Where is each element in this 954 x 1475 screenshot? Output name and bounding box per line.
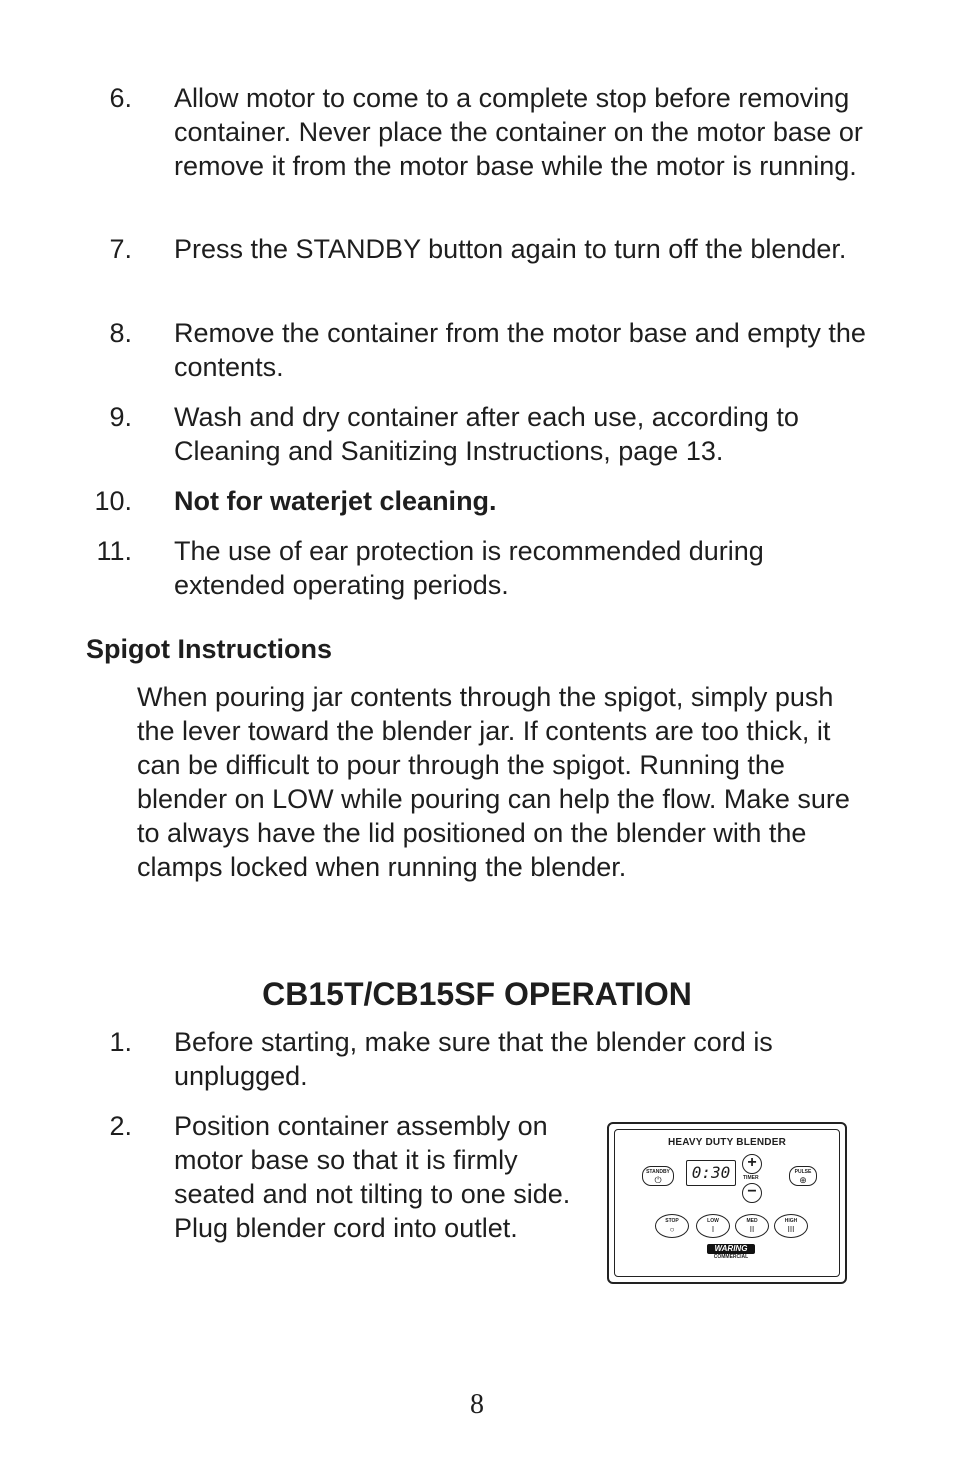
item-text: Not for waterjet cleaning. — [174, 486, 497, 516]
item-number: 6. — [109, 83, 132, 113]
control-panel-face — [614, 1129, 840, 1277]
brand-subtitle: COMMERCIAL — [713, 1254, 749, 1260]
item-text: Wash and dry container after each use, according to Cleaning and Sanitizing Instructions, page 13. — [174, 402, 799, 466]
med-button — [735, 1214, 769, 1238]
power-icon: ⏻ — [654, 1175, 662, 1185]
spigot-paragraph: When pouring jar contents through the spigot, simply push the lever toward the blender jar. If contents are too thick, it can be difficult to pour through the spigot. Running the blender on LOW while pouring can help the flow. Make sure to always have the lid positioned on the blender with the clamps locked when running the blender. — [137, 682, 850, 882]
item-text: The use of ear protection is recommended during extended operating periods. — [174, 536, 764, 600]
item-number: 9. — [109, 402, 132, 432]
panel-title: HEAVY DUTY BLENDER — [667, 1137, 787, 1148]
stop-button — [655, 1214, 689, 1238]
med-label: MED — [746, 1218, 758, 1224]
standby-button — [642, 1166, 674, 1186]
item-number: 7. — [109, 234, 132, 264]
high-label: HIGH — [784, 1218, 798, 1224]
item-text: Allow motor to come to a complete stop before removing container. Never place the container on the motor base or remove it from the motor base while the motor is running. — [174, 83, 863, 181]
minus-icon: − — [742, 1183, 762, 1203]
page-number: 8 — [470, 1389, 484, 1420]
pulse-label: PULSE — [794, 1169, 812, 1175]
item-text: Position container assembly on motor base so that it is firmly seated and not tilting to one side. Plug blender cord into outlet. — [174, 1111, 571, 1243]
pulse-button — [789, 1166, 817, 1186]
low-button — [696, 1214, 730, 1238]
timer-display: 0:30 — [686, 1160, 736, 1186]
waring-logo — [707, 1244, 755, 1261]
low-label: LOW — [707, 1218, 719, 1224]
section-title: CB15T/CB15SF OPERATION — [262, 976, 692, 1012]
spigot-heading: Spigot Instructions — [86, 634, 332, 664]
item-number: 10. — [94, 486, 132, 516]
item-number: 1. — [109, 1027, 132, 1057]
stop-label: STOP — [665, 1218, 679, 1224]
pulse-icon: ⊕ — [799, 1175, 807, 1185]
high-button — [774, 1214, 808, 1238]
timer-label: TIMER — [743, 1175, 759, 1181]
plus-icon: + — [742, 1154, 762, 1174]
item-number: 11. — [96, 536, 132, 566]
control-panel-illustration — [607, 1122, 847, 1284]
item-text: Press the STANDBY button again to turn off the blender. — [174, 234, 847, 264]
item-number: 2. — [109, 1111, 132, 1141]
high-icon: III — [787, 1225, 795, 1234]
stop-icon: ○ — [669, 1225, 675, 1234]
low-icon: I — [711, 1225, 715, 1234]
item-text: Before starting, make sure that the blender cord is unplugged. — [174, 1027, 773, 1091]
standby-label: STANDBY — [646, 1169, 670, 1175]
item-text: Remove the container from the motor base and empty the contents. — [174, 318, 866, 382]
brand-name: WARING — [707, 1244, 755, 1254]
med-icon: II — [749, 1225, 755, 1234]
item-number: 8. — [109, 318, 132, 348]
